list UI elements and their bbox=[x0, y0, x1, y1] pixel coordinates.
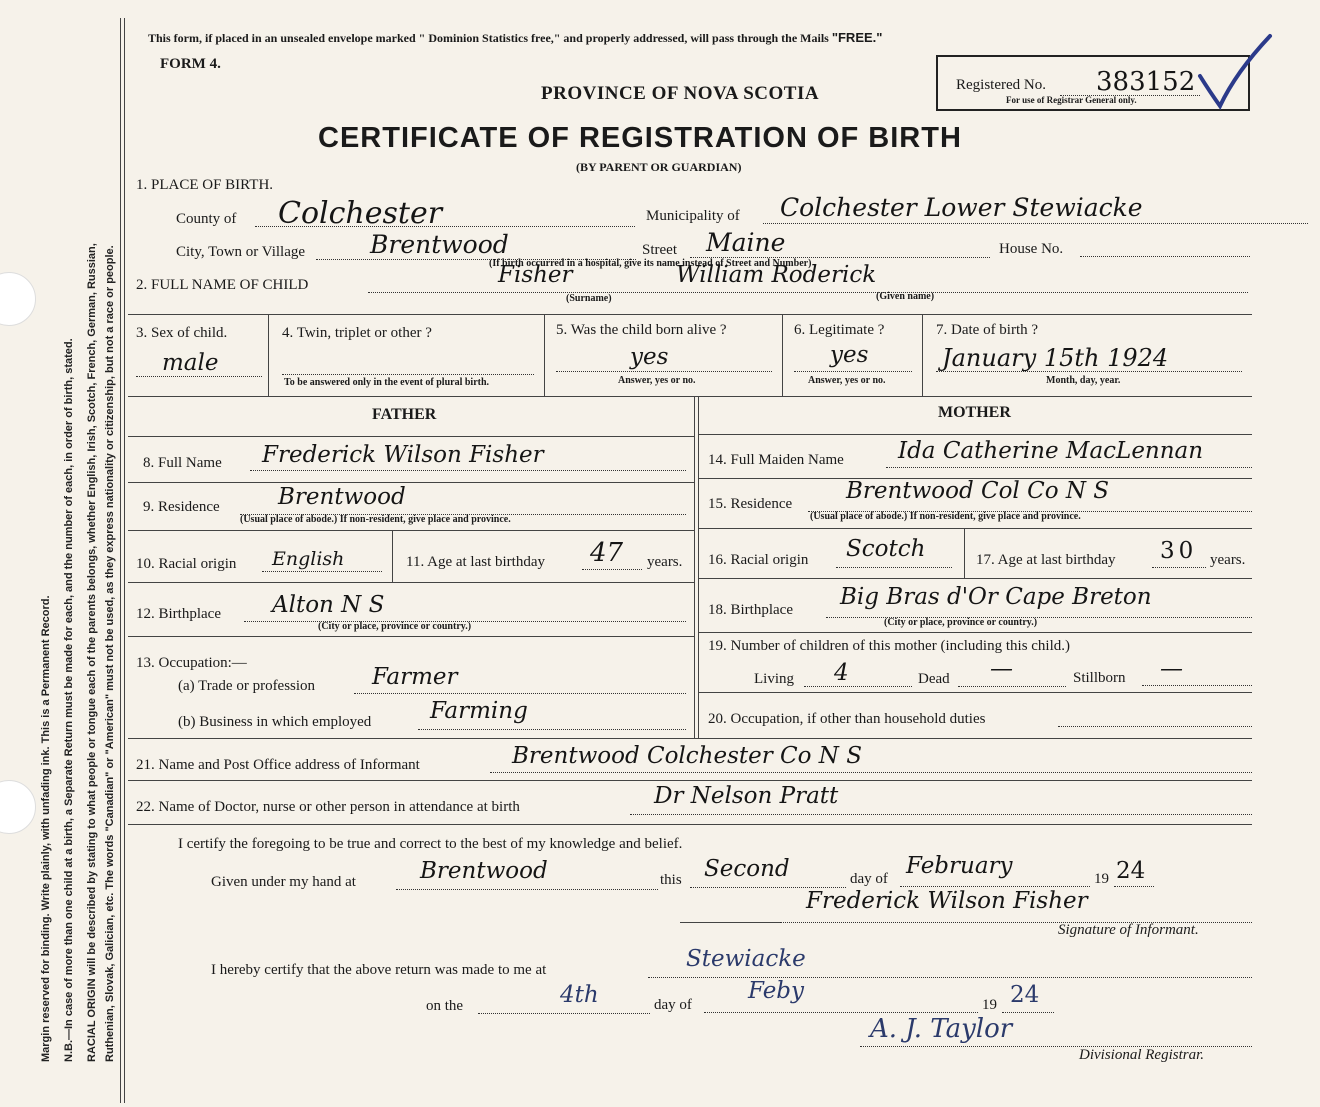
binding-hole-bottom bbox=[0, 780, 36, 834]
father-birthplace-label: 12. Birthplace bbox=[136, 606, 221, 622]
mother-occupation-label: 20. Occupation, if other than household duties bbox=[708, 711, 986, 727]
parents-divider bbox=[694, 396, 695, 738]
mother-age-label: 17. Age at last birthday bbox=[976, 552, 1116, 568]
mother-occupation-line bbox=[1058, 726, 1252, 727]
margin-rule-inner bbox=[124, 18, 125, 1103]
informant-signature[interactable]: Frederick Wilson Fisher bbox=[806, 888, 1088, 914]
margin-note-racial-origin: RACIAL ORIGIN will be described by stating to what people or tongue each of the parents belongs, whether English, Irish, Scotch, French, German, Russian, bbox=[86, 243, 98, 1062]
father-racial-divider bbox=[392, 530, 393, 582]
mother-birthplace-note: (City or place, province or country.) bbox=[884, 617, 1038, 628]
father-birthplace-note: (City or place, province or country.) bbox=[318, 621, 472, 632]
parents-bottom-rule bbox=[128, 738, 1252, 739]
certify-statement: I certify the foregoing to be true and correct to the best of my knowledge and belief. bbox=[178, 836, 683, 852]
given-year-value[interactable]: 24 bbox=[1116, 858, 1146, 884]
city-label: City, Town or Village bbox=[176, 244, 306, 260]
mother-birthplace-label: 18. Birthplace bbox=[708, 602, 793, 618]
mother-name-line bbox=[886, 467, 1252, 468]
father-rule-1 bbox=[128, 482, 694, 483]
father-trade-line bbox=[354, 693, 686, 694]
mother-residence-note: (Usual place of abode.) If non-resident, give place and province. bbox=[810, 511, 1081, 522]
street-label: Street bbox=[642, 242, 677, 258]
doctor-rule bbox=[128, 824, 1252, 825]
row3-divider-1 bbox=[268, 314, 269, 396]
father-trade-value[interactable]: Farmer bbox=[372, 664, 458, 690]
mother-age-value[interactable]: 30 bbox=[1160, 538, 1198, 564]
row3-top-rule bbox=[128, 314, 1252, 315]
county-value[interactable]: Colchester bbox=[278, 196, 443, 231]
margin-note-binding: Margin reserved for binding. Write plainly, with unfading ink. This is a Permanent Record. bbox=[40, 595, 52, 1062]
mother-children-label: 19. Number of children of this mother (including this child.) bbox=[708, 638, 1071, 654]
given-month-value[interactable]: February bbox=[906, 853, 1013, 879]
row3-divider-2 bbox=[544, 314, 545, 396]
registered-no-label: Registered No. bbox=[956, 77, 1046, 93]
father-rule-3 bbox=[128, 582, 694, 583]
margin-note-multiple-births: N.B.—In case of more than one child at a birth, a Separate Return must be made for each, and the number of each, in order of birth, stated. bbox=[63, 338, 75, 1062]
registrar-place-line bbox=[648, 977, 1252, 978]
dead-label: Dead bbox=[918, 671, 950, 687]
registrar-month-line bbox=[704, 1012, 978, 1013]
sex-label: 3. Sex of child. bbox=[136, 325, 228, 341]
father-heading: FATHER bbox=[372, 406, 437, 423]
father-age-value[interactable]: 47 bbox=[590, 538, 624, 568]
county-label: County of bbox=[176, 211, 237, 227]
legitimate-line bbox=[794, 371, 912, 372]
binding-hole-top bbox=[0, 272, 36, 326]
mail-free: "FREE." bbox=[831, 30, 883, 45]
mother-racial-line bbox=[836, 567, 952, 568]
row3-divider-3 bbox=[782, 314, 783, 396]
registered-no-note: For use of Registrar General only. bbox=[1006, 95, 1137, 105]
father-name-value[interactable]: Frederick Wilson Fisher bbox=[262, 442, 544, 468]
doctor-line bbox=[630, 814, 1252, 815]
alive-label: 5. Was the child born alive ? bbox=[556, 322, 727, 338]
father-business-label: (b) Business in which employed bbox=[178, 714, 372, 730]
stillborn-label: Stillborn bbox=[1073, 670, 1126, 686]
father-residence-note: (Usual place of abode.) If non-resident, give place and province. bbox=[240, 514, 511, 525]
father-birthplace-value[interactable]: Alton N S bbox=[272, 592, 385, 618]
informant-signature-line bbox=[680, 922, 780, 923]
father-trade-label: (a) Trade or profession bbox=[178, 678, 316, 694]
father-years-label: years. bbox=[647, 554, 683, 570]
informant-line bbox=[490, 772, 1252, 773]
mother-heading: MOTHER bbox=[938, 404, 1011, 421]
mother-birthplace-value[interactable]: Big Bras d'Or Cape Breton bbox=[840, 584, 1152, 610]
parents-heading-rule-right bbox=[698, 434, 1252, 435]
mail-note-text: This form, if placed in an unsealed envelope marked " Dominion Statistics free," and properly addressed, will pass through the Mails bbox=[148, 31, 829, 45]
given-under-hand-label: Given under my hand at bbox=[211, 874, 356, 890]
alive-value[interactable]: yes bbox=[630, 344, 669, 370]
child-name-line bbox=[368, 292, 1248, 293]
father-occupation-label: 13. Occupation:— bbox=[136, 655, 247, 671]
row3-bottom-rule bbox=[128, 396, 1252, 397]
sex-value[interactable]: male bbox=[162, 350, 219, 376]
mother-rule-3 bbox=[698, 578, 1252, 579]
house-line bbox=[1080, 256, 1250, 257]
legitimate-label: 6. Legitimate ? bbox=[794, 322, 885, 338]
row3-divider-4 bbox=[922, 314, 923, 396]
street-value[interactable]: Maine bbox=[706, 228, 786, 257]
sex-line bbox=[136, 376, 262, 377]
registrar-day-line bbox=[478, 1013, 650, 1014]
doctor-value[interactable]: Dr Nelson Pratt bbox=[654, 783, 839, 809]
this-label: this bbox=[660, 872, 682, 888]
informant-label: 21. Name and Post Office address of Informant bbox=[136, 757, 420, 773]
legitimate-value[interactable]: yes bbox=[830, 342, 869, 368]
mother-residence-value[interactable]: Brentwood Col Co N S bbox=[846, 478, 1110, 504]
municipality-label: Municipality of bbox=[646, 208, 740, 224]
given-year-prefix: 19 bbox=[1094, 871, 1109, 887]
stillborn-line bbox=[1142, 685, 1252, 686]
dob-note: Month, day, year. bbox=[1046, 375, 1121, 386]
informant-value[interactable]: Brentwood Colchester Co N S bbox=[512, 743, 862, 769]
stillborn-value[interactable]: — bbox=[1160, 656, 1183, 682]
place-of-birth-heading: 1. PLACE OF BIRTH. bbox=[136, 177, 274, 193]
dead-value[interactable]: — bbox=[990, 656, 1013, 682]
municipality-line bbox=[763, 223, 1308, 224]
given-day-value[interactable]: Second bbox=[704, 856, 790, 882]
registrar-statement: I hereby certify that the above return was made to me at bbox=[211, 962, 547, 978]
living-value[interactable]: 4 bbox=[834, 660, 849, 686]
father-rule-4 bbox=[128, 636, 694, 637]
registrar-signature[interactable]: A. J. Taylor bbox=[870, 1014, 1013, 1044]
doctor-label: 22. Name of Doctor, nurse or other person in attendance at birth bbox=[136, 799, 520, 815]
registrar-on-label: on the bbox=[426, 998, 464, 1014]
mother-rule-5 bbox=[698, 692, 1252, 693]
form-number: FORM 4. bbox=[160, 56, 221, 72]
twin-line bbox=[282, 374, 534, 375]
father-name-line bbox=[250, 470, 686, 471]
twin-label: 4. Twin, triplet or other ? bbox=[282, 325, 432, 341]
province-heading: PROVINCE OF NOVA SCOTIA bbox=[541, 83, 820, 104]
mother-residence-label: 15. Residence bbox=[708, 496, 793, 512]
house-label: House No. bbox=[999, 241, 1064, 257]
margin-rule bbox=[120, 18, 121, 1103]
registrar-month-value[interactable]: Feby bbox=[748, 978, 805, 1004]
legitimate-note: Answer, yes or no. bbox=[808, 375, 886, 386]
father-business-value[interactable]: Farming bbox=[430, 698, 528, 724]
child-name-label: 2. FULL NAME OF CHILD bbox=[136, 277, 309, 293]
page-title: CERTIFICATE OF REGISTRATION OF BIRTH bbox=[318, 122, 962, 154]
municipality-value[interactable]: Colchester Lower Stewiacke bbox=[780, 193, 1143, 222]
mother-racial-divider bbox=[964, 528, 965, 578]
father-racial-label: 10. Racial origin bbox=[136, 556, 237, 572]
father-age-label: 11. Age at last birthday bbox=[406, 554, 545, 570]
father-business-line bbox=[418, 729, 686, 730]
margin-note-racial-origin-cont: Ruthenian, Slovak, Galician, etc. The words "Canadian" or "American" must not be used, as they express nationality or citizenship, but not a race or people. bbox=[104, 245, 116, 1062]
father-rule-2 bbox=[128, 530, 694, 531]
mother-racial-label: 16. Racial origin bbox=[708, 552, 809, 568]
registrar-year-prefix: 19 bbox=[982, 997, 997, 1013]
check-mark-icon bbox=[1192, 32, 1274, 114]
mail-note bbox=[148, 30, 882, 46]
given-year-line bbox=[1114, 886, 1154, 887]
given-day-of-label: day of bbox=[850, 871, 888, 887]
city-value[interactable]: Brentwood bbox=[370, 230, 509, 259]
page-subtitle: (BY PARENT OR GUARDIAN) bbox=[576, 160, 742, 174]
father-residence-value[interactable]: Brentwood bbox=[278, 484, 406, 510]
father-name-label: 8. Full Name bbox=[143, 455, 222, 471]
surname-note: (Surname) bbox=[566, 293, 612, 304]
registrar-day-of-label: day of bbox=[654, 997, 692, 1013]
child-given-value[interactable]: William Roderick bbox=[676, 262, 877, 288]
parents-divider-inner bbox=[698, 396, 699, 738]
registrar-place-value[interactable]: Stewiacke bbox=[686, 946, 806, 972]
hospital-note: (If birth occurred in a hospital, give its name instead of Street and Number) bbox=[489, 258, 812, 269]
given-name-note: (Given name) bbox=[876, 291, 935, 302]
dob-label: 7. Date of birth ? bbox=[936, 322, 1039, 338]
registered-no-value: 383152 bbox=[1096, 67, 1196, 97]
informant-signature-label: Signature of Informant. bbox=[1058, 922, 1199, 938]
dob-value[interactable]: January 15th 1924 bbox=[942, 344, 1169, 372]
mother-name-value[interactable]: Ida Catherine MacLennan bbox=[898, 438, 1204, 464]
mother-name-label: 14. Full Maiden Name bbox=[708, 452, 844, 468]
given-month-line bbox=[900, 886, 1090, 887]
mother-age-line bbox=[1152, 567, 1206, 568]
mother-rule-4 bbox=[698, 632, 1252, 633]
father-age-line bbox=[582, 569, 642, 570]
mother-years-label: years. bbox=[1210, 552, 1246, 568]
given-place-line bbox=[396, 889, 658, 890]
registrar-signature-label: Divisional Registrar. bbox=[1079, 1047, 1205, 1063]
informant-rule bbox=[128, 780, 1252, 781]
father-racial-line bbox=[262, 571, 382, 572]
given-place-value[interactable]: Brentwood bbox=[420, 858, 548, 884]
twin-note: To be answered only in the event of plural birth. bbox=[284, 377, 490, 388]
alive-line bbox=[556, 371, 772, 372]
registrar-day-value[interactable]: 4th bbox=[560, 982, 599, 1008]
dead-line bbox=[958, 686, 1066, 687]
registrar-year-value[interactable]: 24 bbox=[1010, 982, 1040, 1008]
child-surname-value[interactable]: Fisher bbox=[498, 262, 573, 288]
parents-heading-rule-left bbox=[128, 436, 694, 437]
registrar-year-line bbox=[1002, 1012, 1054, 1013]
mother-racial-value[interactable]: Scotch bbox=[846, 536, 926, 562]
living-line bbox=[804, 686, 912, 687]
living-label: Living bbox=[754, 671, 794, 687]
father-residence-label: 9. Residence bbox=[143, 499, 220, 515]
father-racial-value[interactable]: English bbox=[272, 548, 345, 570]
alive-note: Answer, yes or no. bbox=[618, 375, 696, 386]
mother-rule-2 bbox=[698, 528, 1252, 529]
dob-line bbox=[936, 371, 1242, 372]
